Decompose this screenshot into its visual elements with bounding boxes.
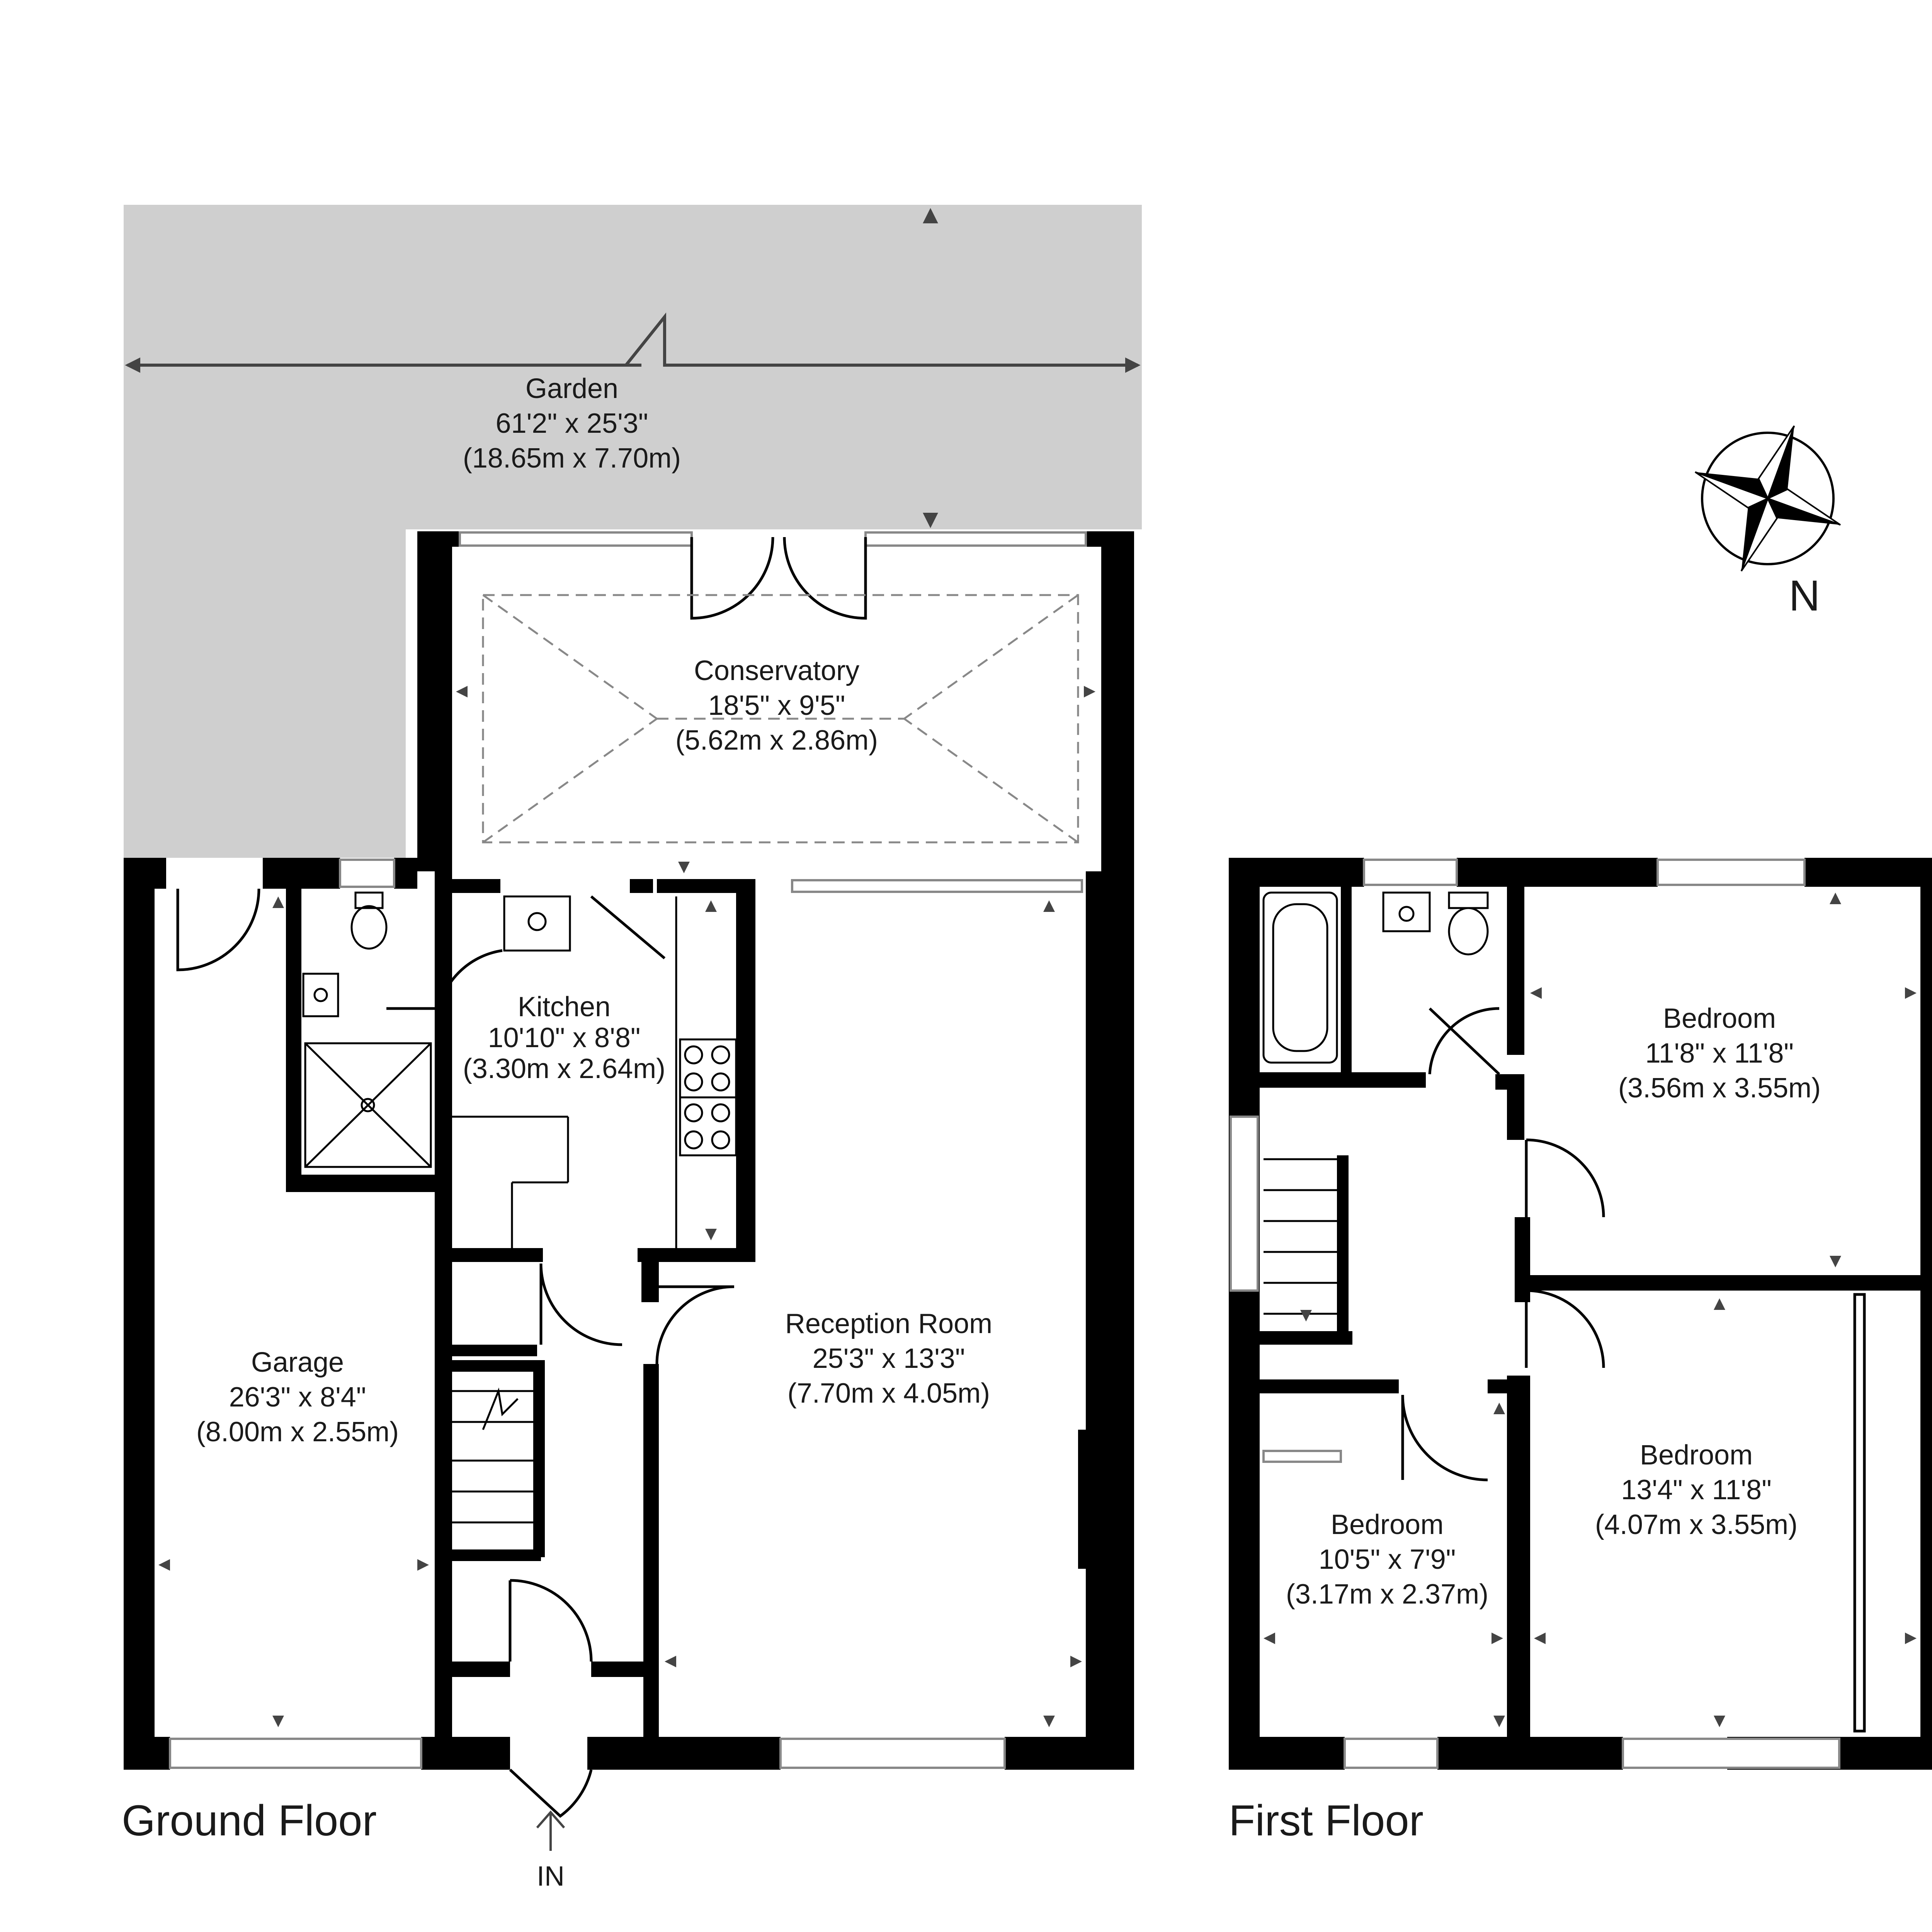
garden-metric: (18.65m x 7.70m): [463, 443, 681, 474]
garage-metric: (8.00m x 2.55m): [196, 1417, 399, 1447]
entrance-arrow-icon: [537, 1812, 564, 1851]
garden-imperial: 61'2" x 25'3": [495, 408, 648, 439]
first-floor-room-labels: [1286, 1003, 1821, 1610]
wc-fixtures: [303, 893, 431, 1167]
kitchen-name: Kitchen: [517, 992, 611, 1022]
entrance-label: IN: [537, 1861, 565, 1892]
garage-imperial: 26'3" x 8'4": [229, 1382, 366, 1413]
conservatory-metric: (5.62m x 2.86m): [675, 725, 878, 756]
kitchen-metric: (3.30m x 2.64m): [463, 1053, 666, 1084]
conservatory-name: Conservatory: [694, 655, 860, 686]
bedroom2-name: Bedroom: [1639, 1440, 1753, 1471]
bathroom-fixtures: [1264, 893, 1488, 1063]
garage-name: Garage: [251, 1347, 344, 1378]
first-floor-stairs: [1264, 1159, 1337, 1314]
bedroom1-imperial: 11'8" x 11'8": [1645, 1038, 1794, 1069]
bedroom3-imperial: 10'5" x 7'9": [1318, 1544, 1456, 1575]
reception-imperial: 25'3" x 13'3": [812, 1343, 965, 1374]
reception-metric: (7.70m x 4.05m): [787, 1378, 990, 1409]
garden-name: Garden: [525, 373, 619, 404]
conservatory-imperial: 18'5" x 9'5": [708, 690, 845, 721]
bedroom1-metric: (3.56m x 3.55m): [1618, 1073, 1821, 1104]
reception-name: Reception Room: [785, 1308, 993, 1339]
bedroom1-name: Bedroom: [1663, 1003, 1776, 1034]
compass-icon: [1669, 400, 1867, 598]
first-floor-title: First Floor: [1229, 1796, 1423, 1845]
bedroom3-metric: (3.17m x 2.37m): [1286, 1579, 1489, 1610]
bedroom2-imperial: 13'4" x 11'8": [1621, 1475, 1772, 1505]
ground-floor-title: Ground Floor: [122, 1796, 377, 1845]
first-floor-doors: [1403, 1009, 1864, 1731]
kitchen-imperial: 10'10" x 8'8": [488, 1022, 641, 1053]
bedroom2-metric: (4.07m x 3.55m): [1595, 1509, 1798, 1540]
bedroom3-name: Bedroom: [1330, 1509, 1444, 1540]
compass-north-label: N: [1789, 571, 1820, 620]
ground-stairs: [452, 1391, 533, 1522]
